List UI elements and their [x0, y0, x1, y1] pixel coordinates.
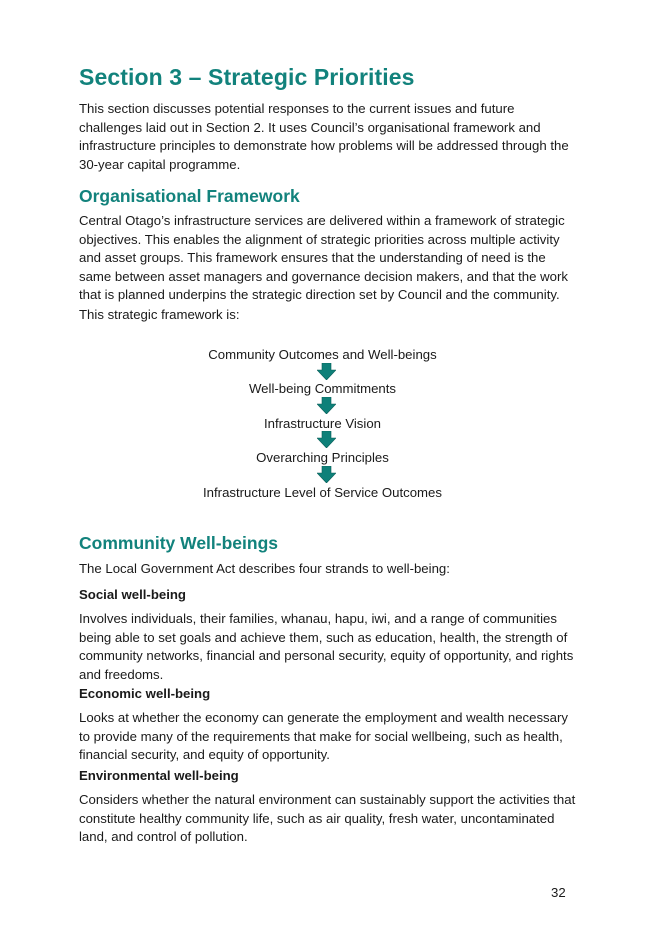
down-arrow-icon [317, 466, 336, 483]
framework-lead-in: This strategic framework is: [79, 307, 240, 322]
down-arrow-icon [317, 363, 336, 380]
flow-step-1: Community Outcomes and Well-beings [208, 347, 437, 362]
down-arrow-icon [317, 431, 336, 448]
flow-step-3: Infrastructure Vision [263, 416, 382, 431]
economic-wellbeing-title: Economic well-being [79, 686, 211, 701]
social-wellbeing-title: Social well-being [79, 587, 186, 602]
section-title: Section 3 – Strategic Priorities [79, 64, 415, 90]
down-arrow-icon [317, 397, 336, 414]
social-wellbeing-body: Involves individuals, their families, whanau, hapu, iwi, and a range of communities being able to set goals and achieve them, such as education, health, the strength of community networks, financial and personal security, equity of opportunity, and rights and freedoms. [79, 611, 574, 682]
flow-step-2: Well-being Commitments [248, 381, 397, 396]
wellbeings-intro: The Local Government Act describes four strands to well-being: [79, 561, 450, 576]
org-framework-body: Central Otago’s infrastructure services are delivered within a framework of strategic objectives. This enables the alignment of strategic priorities across multiple activity and asset groups. This framework ensures that the understanding of need is the same between asset managers and governance decision makers, and that the work that is planned underpins the strategic direction set by Council and the community. [79, 213, 568, 302]
community-wellbeings-heading: Community Well-beings [79, 533, 278, 553]
flow-step-4: Overarching Principles [256, 450, 389, 465]
economic-wellbeing-body: Looks at whether the economy can generate the employment and wealth necessary to provide many of the requirements that make for social wellbeing, such as health, financial security, and equity of opportunity. [79, 710, 568, 762]
environmental-wellbeing-title: Environmental well-being [79, 768, 239, 783]
environmental-wellbeing-body: Considers whether the natural environment can sustainably support the activities that constitute healthy community life, such as air quality, fresh water, uncontaminated land, and control of pollution. [79, 792, 576, 844]
org-framework-heading: Organisational Framework [79, 186, 300, 206]
flow-step-5: Infrastructure Level of Service Outcomes [203, 485, 442, 500]
section-intro: This section discusses potential responses to the current issues and future challenges laid out in Section 2. It uses Council’s organisational framework and infrastructure principles to demonstrate how problems will be addressed through the 30-year capital programme. [79, 101, 569, 172]
page-number: 32 [551, 885, 566, 900]
